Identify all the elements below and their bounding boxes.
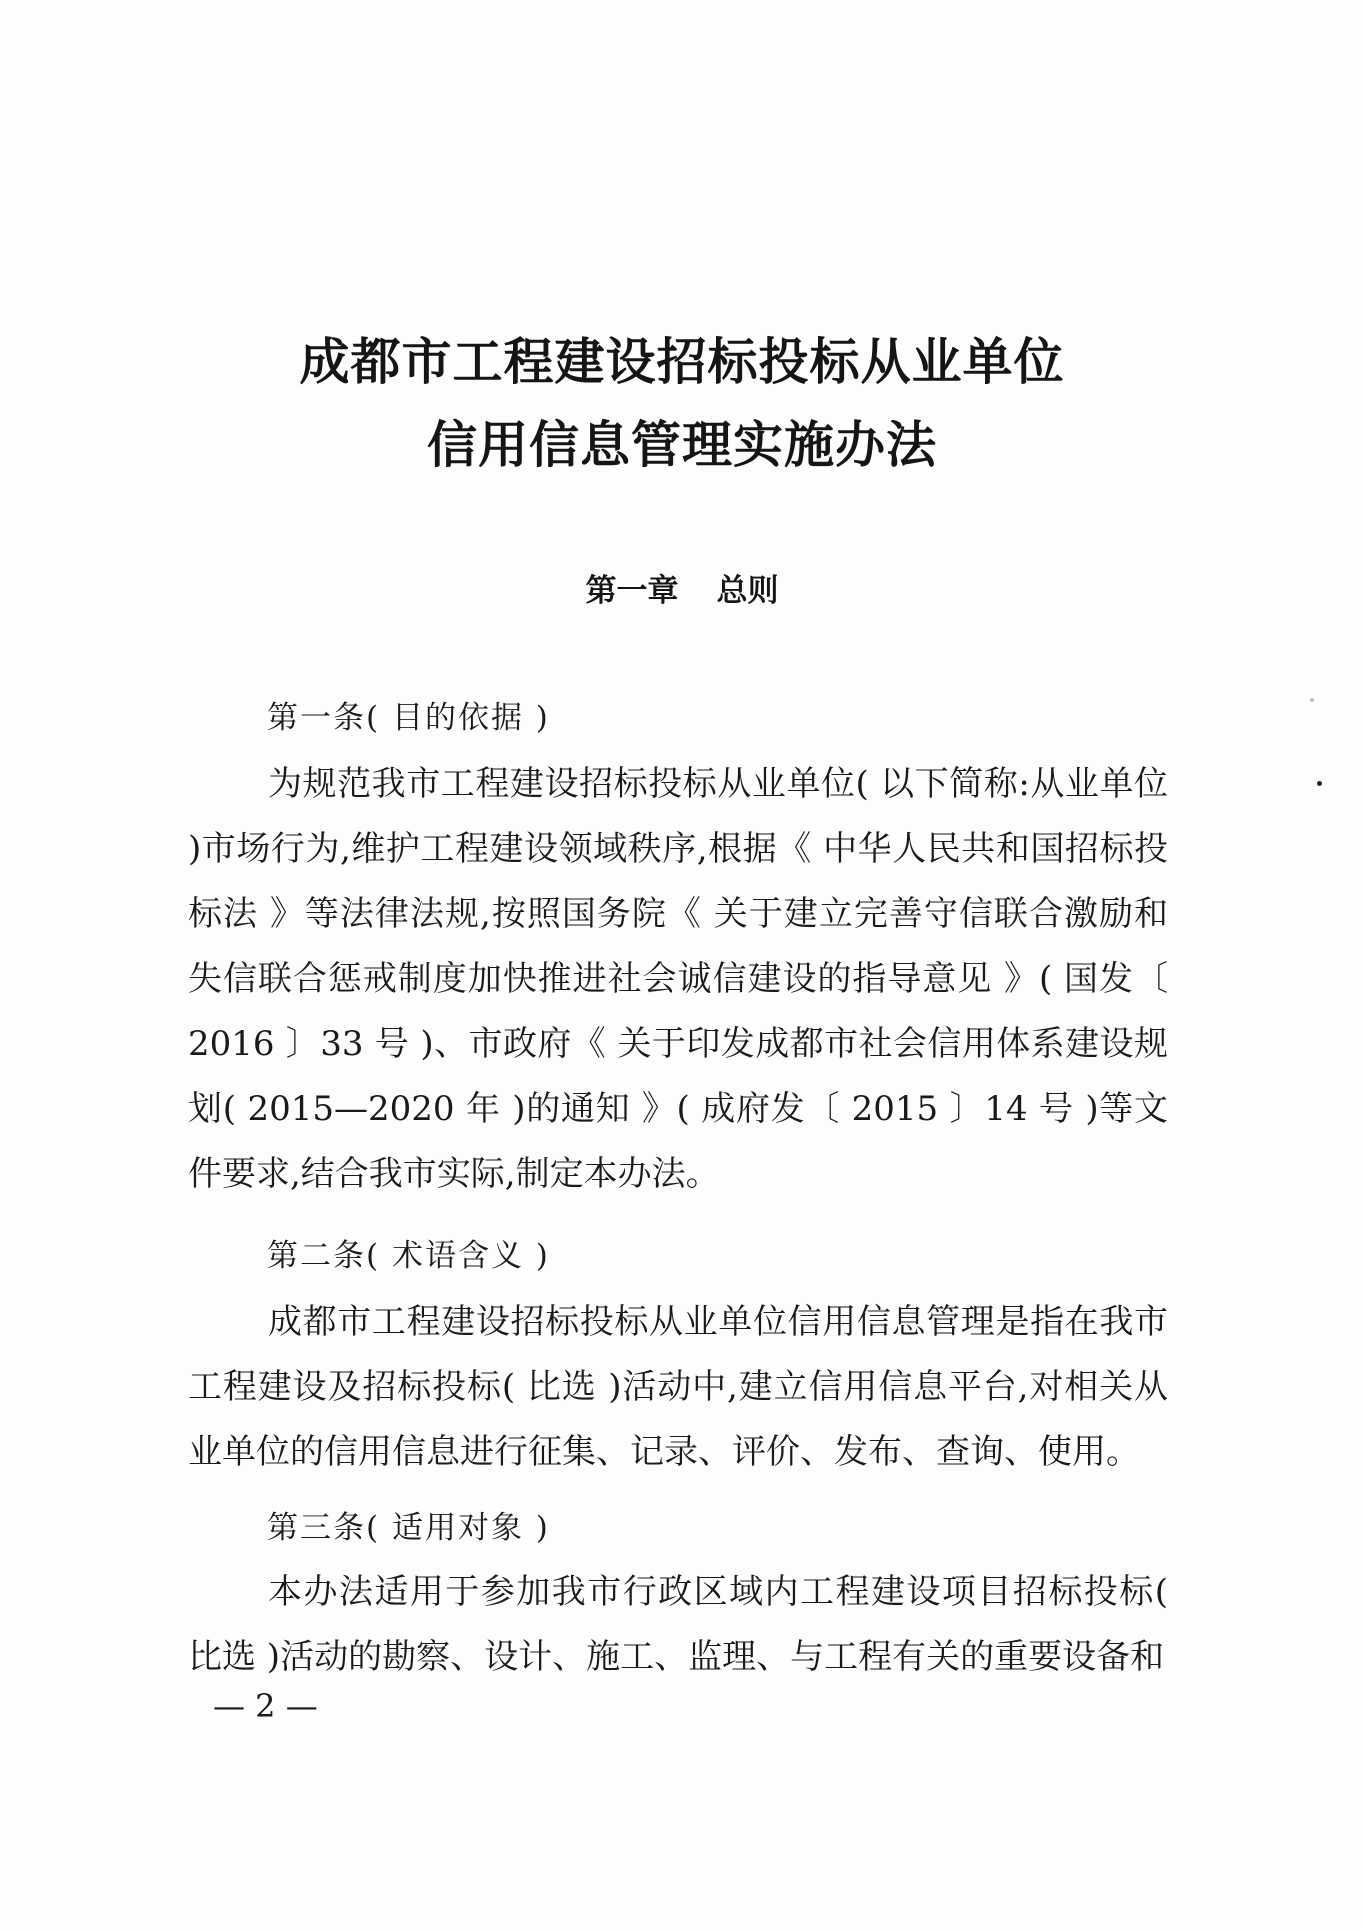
document-title-line-1: 成都市工程建设招标投标从业单位 [299, 333, 1065, 391]
scan-speck [1310, 698, 1314, 702]
article-3-body: 本办法适用于参加我市行政区域内工程建设项目招标投标( 比选 )活动的勘察、设计、施工、监理、与工程有关的重要设备和 [188, 1572, 1168, 1677]
document-title-line-2: 信用信息管理实施办法 [427, 416, 937, 474]
article-1-body: 为规范我市工程建设招标投标从业单位( 以下简称:从业单位 )市场行为,维护工程建设领域秩序,根据《 中华人民共和国招标投标法 》等法律法规,按照国务院《 关于建立完善守信联合激励和失信联合惩戒制度加快推进社会诚信建设的指导意见 》( 国发〔 2016 〕33 号 )、市政府《 关于印发成都市社会信用体系建设规划( 2015—2020 年 )的通知 》( 成府发〔 2015 〕14 号 )等文件要求,结合我市实际,制定本办法。 [188, 764, 1168, 1194]
article-1-heading: 第一条( 目的依据 ) [267, 700, 550, 736]
page-number: — 2 — [213, 1687, 318, 1725]
scan-speck [1317, 781, 1322, 786]
chapter-heading [0, 565, 1364, 610]
chapter-number: 第一章 [585, 573, 679, 609]
article-3-heading: 第三条( 适用对象 ) [267, 1510, 550, 1546]
article-2-body: 成都市工程建设招标投标从业单位信用信息管理是指在我市工程建设及招标投标( 比选 )活动中,建立信用信息平台,对相关从业单位的信用信息进行征集、记录、评价、发布、查询、使用。 [188, 1302, 1168, 1472]
article-2-heading: 第二条( 术语含义 ) [267, 1238, 550, 1274]
chapter-name: 总则 [716, 573, 779, 609]
